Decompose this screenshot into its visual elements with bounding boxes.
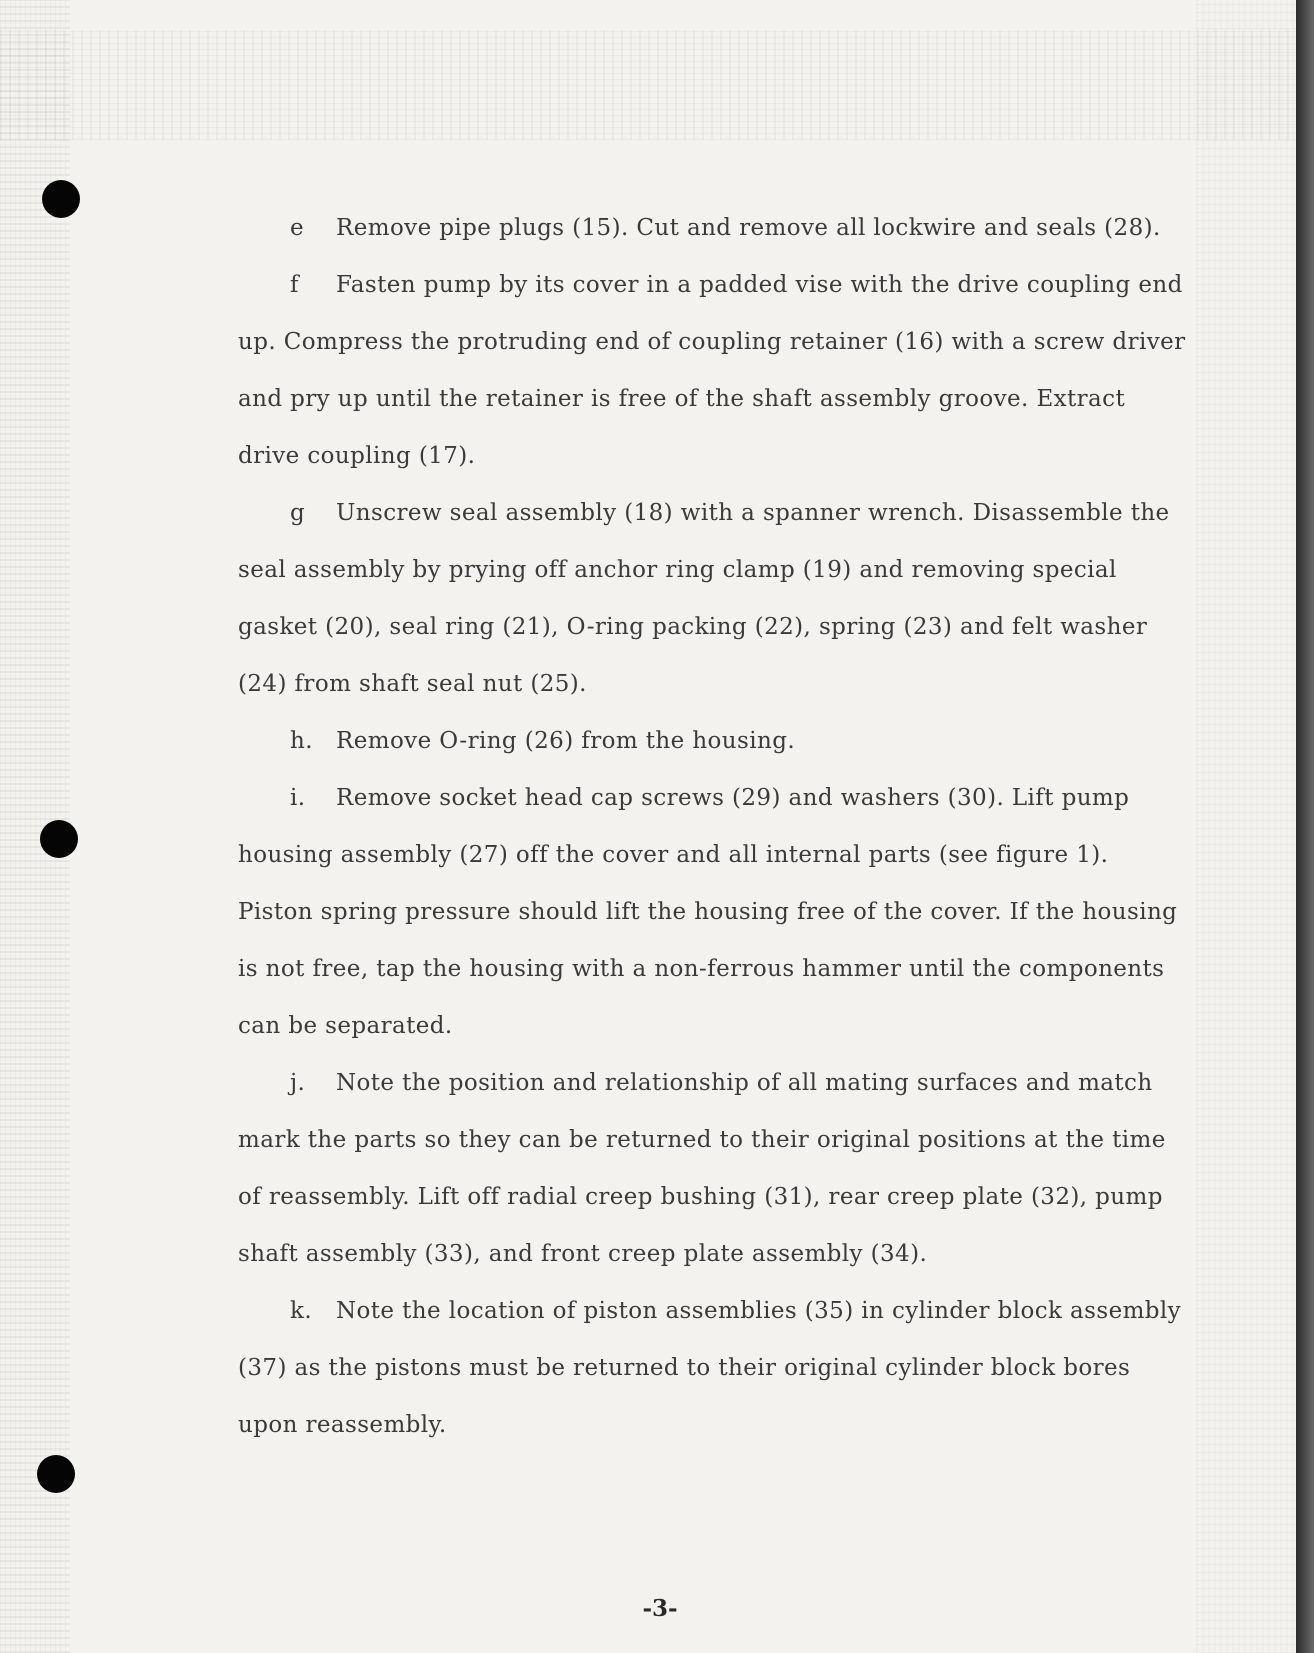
page-number: -3- bbox=[642, 1595, 678, 1622]
paragraph-h bbox=[238, 713, 1188, 770]
paragraph-letter: i. bbox=[290, 785, 306, 811]
paragraph-f bbox=[238, 257, 1188, 485]
paragraph-i bbox=[238, 770, 1188, 1055]
paragraph-letter: j. bbox=[290, 1070, 306, 1096]
paragraph-letter: e bbox=[290, 215, 305, 241]
paragraph-text: Remove socket head cap screws (29) and washers (30). Lift pump housing assembly (27) off the cover and all internal parts (see figure 1). Piston spring pressure should lift the housing free of the cover. If the housing is not free, tap the housing with a non-ferrous hammer until the components can be separated. bbox=[238, 785, 1178, 1039]
paragraph-text: Unscrew seal assembly (18) with a spanner wrench. Disassemble the seal assembly by prying off anchor ring clamp (19) and removing special gasket (20), seal ring (21), O-ring packing (22), spring (23) and felt washer (24) from shaft seal nut (25). bbox=[238, 500, 1170, 697]
paragraph-letter: h. bbox=[290, 728, 313, 754]
punch-hole-middle bbox=[40, 820, 78, 858]
paragraph-text: Fasten pump by its cover in a padded vise with the drive coupling end up. Compress the protruding end of coupling retainer (16) with a screw driver and pry up until the retainer is free of the shaft assembly groove. Extract drive coupling (17). bbox=[238, 272, 1186, 469]
punch-hole-bottom bbox=[37, 1455, 75, 1493]
paragraph-letter: f bbox=[290, 272, 299, 298]
scan-edge-shadow bbox=[1296, 0, 1314, 1653]
paragraph-g bbox=[238, 485, 1188, 713]
paragraph-letter: k. bbox=[290, 1298, 313, 1324]
paragraph-text: Remove O-ring (26) from the housing. bbox=[336, 728, 796, 754]
paragraph-text: Note the position and relationship of all mating surfaces and match mark the parts so they can be returned to their original positions at the time of reassembly. Lift off radial creep bushing (31), rear creep plate (32), pump shaft assembly (33), and front creep plate assembly (34). bbox=[238, 1070, 1166, 1267]
procedure-text bbox=[238, 200, 1188, 1454]
paragraph-letter: g bbox=[290, 500, 306, 526]
paragraph-text: Note the location of piston assemblies (35) in cylinder block assembly (37) as the pistons must be returned to their original cylinder block bores upon reassembly. bbox=[238, 1298, 1182, 1438]
paragraph-k bbox=[238, 1283, 1188, 1454]
punch-hole-top bbox=[42, 180, 80, 218]
paragraph-e bbox=[238, 200, 1188, 257]
paragraph-j bbox=[238, 1055, 1188, 1283]
scan-noise-right bbox=[1196, 0, 1296, 1653]
scan-noise-top bbox=[0, 30, 1296, 140]
paragraph-text: Remove pipe plugs (15). Cut and remove all lockwire and seals (28). bbox=[336, 215, 1161, 241]
